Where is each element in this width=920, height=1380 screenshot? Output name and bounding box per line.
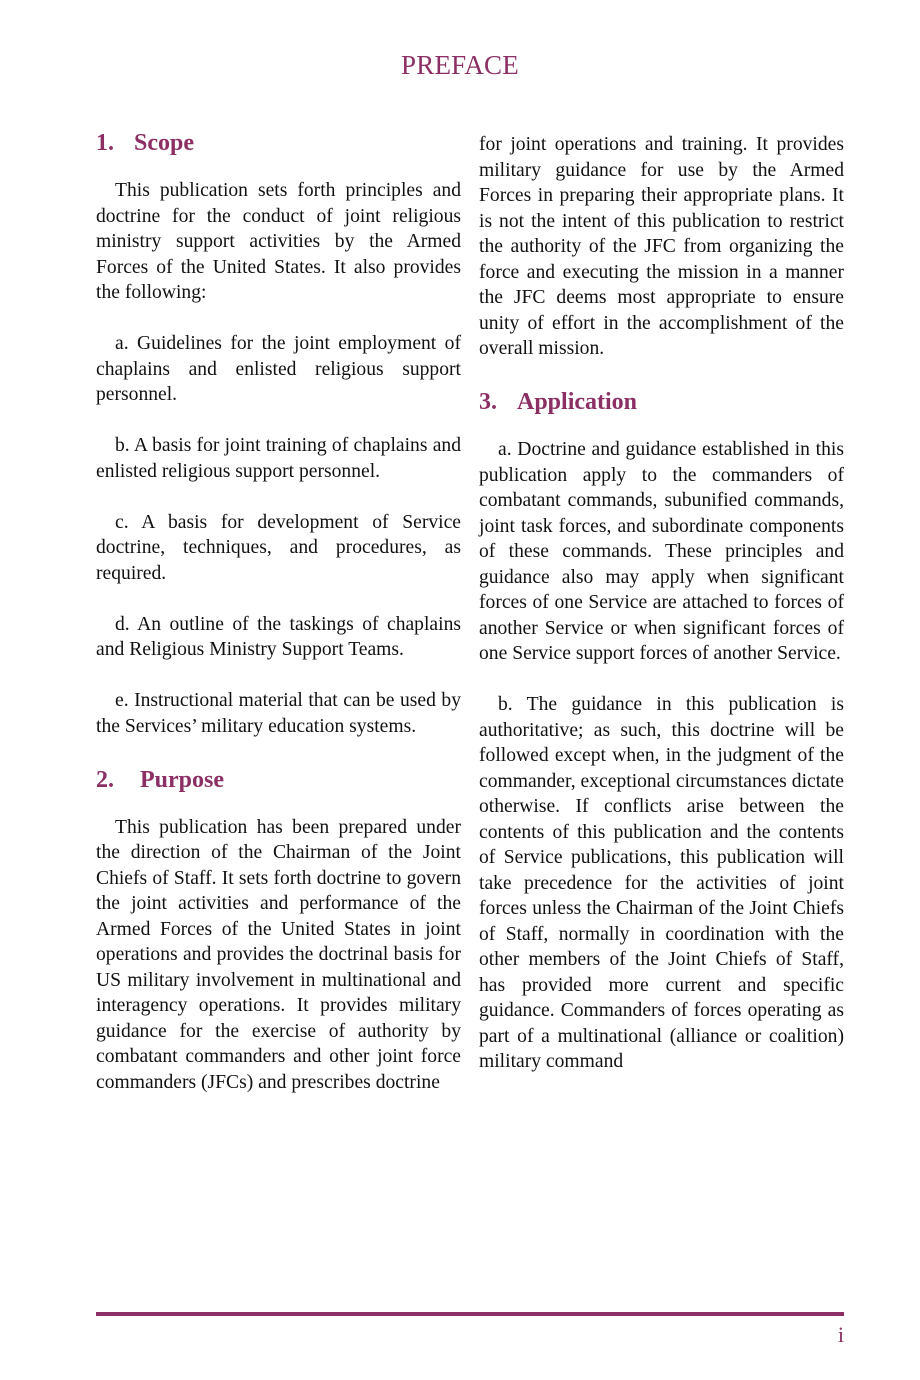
purpose-paragraph: This publication has been prepared under the direction of the Chairman of the Joint Chiefs of Staff. It sets forth doctrine to govern the joint activities and performance of the Armed Forces of the United States in joint operations and provides the doctrinal basis for US military involvement in multinational and interagency operations. It provides military guidance for the exercise of authority by combatant commanders and other joint force commanders (JFCs) and prescribes doctrine [96, 816, 461, 1093]
section-title: Scope [134, 130, 194, 156]
scope-item-a: a. Guidelines for the joint employment of chaplains and enlisted religious support personnel. [96, 333, 461, 405]
section-title: Application [517, 389, 638, 415]
section-heading-scope [96, 128, 461, 158]
purpose-paragraph-continued: for joint operations and training. It provides military guidance for use by the Armed Forces in preparing their appropriate plans. It is not the intent of this publication to restrict the authority of the JFC from organizing the force and executing the mission in a manner the JFC deems most appropriate to ensure unity of effort in the accomplishment of the overall mission. [479, 134, 844, 359]
scope-item-d: d. An outline of the taskings of chaplains and Religious Ministry Support Teams. [96, 613, 461, 660]
scope-item-c: c. A basis for development of Service doctrine, techniques, and procedures, as required. [96, 511, 461, 584]
page-number: i [837, 1322, 844, 1347]
footer-rule [96, 1312, 844, 1316]
left-column [96, 128, 461, 1121]
section-title: Purpose [140, 766, 224, 793]
page-title: PREFACE [401, 50, 519, 80]
section-number: 1. [96, 130, 114, 156]
scope-intro-paragraph: This publication sets forth principles and doctrine for the conduct of joint religious ministry support activities by the Armed Forces of the United States. It also provides the following: [96, 180, 461, 303]
application-item-a: a. Doctrine and guidance established in this publication apply to the commanders of combatant commands, subunified commands, joint task forces, and subordinate components of these commands. These principles and guidance also may apply when significant forces of one Service are attached to forces of another Service or when significant forces of one Service support forces of another Service. [479, 439, 844, 664]
application-item-b: b. The guidance in this publication is authoritative; as such, this doctrine will be followed except when, in the judgment of the commander, exceptional circumstances dictate otherwise. If conflicts arise between the contents of this publication and the contents of Service publications, this publication will take precedence for the activities of joint forces unless the Chairman of the Joint Chiefs of Staff, normally in coordination with the other members of the Joint Chiefs of Staff, has provided more current and specific guidance. Commanders of forces operating as part of a multinational (alliance or coalition) military command [479, 694, 844, 1072]
section-heading-application [479, 387, 844, 417]
section-heading-purpose [96, 765, 461, 795]
section-number: 3. [479, 389, 497, 415]
section-number: 2. [96, 766, 114, 793]
right-column [479, 132, 844, 1100]
scope-item-b: b. A basis for joint training of chaplains and enlisted religious support personnel. [96, 435, 461, 482]
scope-item-e: e. Instructional material that can be used by the Services’ military education systems. [96, 690, 461, 737]
